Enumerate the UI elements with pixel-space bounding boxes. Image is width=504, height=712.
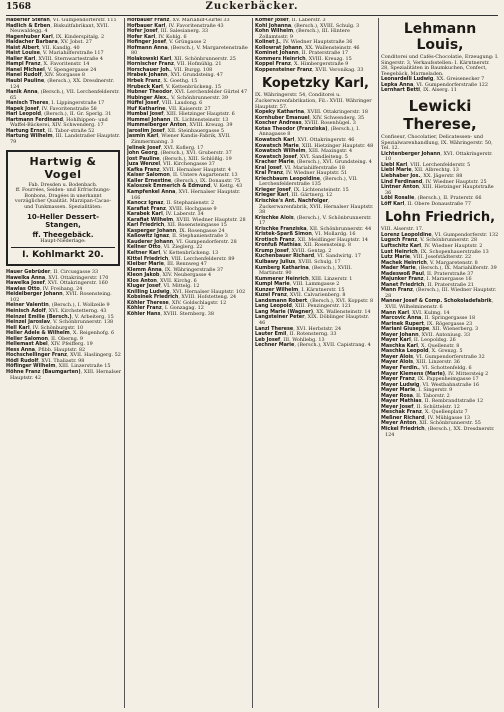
ad-line: ff. Fourrées, Seiden- und Erfrischungs-Bonbons, Dragées in unerkannt vorzüglicher Qualität. Marzipan-Cacao- und Tunkmassen. Spezialitäten: (14, 188, 112, 210)
directory-entry: Hochschellinger Franz, XVII. Haslingerg. 52 (6, 352, 121, 359)
directory-entry: Manet Friedrich, II. Praterstraße 21 (381, 281, 474, 288)
directory-entry: Manner Josef & Comp. Schokoladefabrik, XVII. Wilhelminenstr. 6 (381, 298, 494, 310)
directory-entry: Lorenz Leopoldine, VI. Gumpendorferstr. 132 (381, 231, 499, 238)
directory-entry: Krischke Alois, (Bersch.), V. Schönbrunnerstr. 17 (255, 214, 372, 227)
directory-entry: Hawlas Otto, IV. Freihang. 24 (6, 285, 83, 292)
featured-description: Conditorei und Cafés-Chocolatie, Erzeugung: I. Singerstr. 3, Verkaufsstellen: I. Kärntnerstr. 28, Spezialitäten in Baumkuchen, Confect, Teegebäck, Marmeladen. (381, 54, 499, 77)
ad-highlight: ff. Theegebäck. (32, 230, 94, 239)
directory-entry: Jelinek Josef, XVI. Koflerg. 17 (127, 144, 204, 151)
directory-entry: Kobsinek Friedrich, XVIII. Hofstetteng. 24 (127, 294, 237, 301)
directory-entry: Koppel Franz, X. Himbergerstraße 9 (255, 61, 349, 68)
directory-entry: Hanel Michael, V. Spengergasse 24 (6, 66, 97, 73)
directory-entry: Haidacher Barbara, XV. Jobst. 27 (6, 39, 92, 46)
directory-entry: Lust Heinrich, IX. Schopenhauerstraße 13 (381, 248, 489, 255)
directory-entry: Harl Leopold, (Bersch.), II. Gr. Sperlg. 31 (6, 111, 112, 118)
directory-entry: Jost Pauline, (Bersch.), XIII. Schlößlg. 19 (127, 155, 232, 162)
directory-entry: Kral Josef, VI. Mariahilferstraße 18 (255, 164, 345, 171)
directory-entry: Kafka Franz, XVII. Hernalser Hauptstr. 4 (127, 166, 231, 173)
directory-entry: Löbl Rosalie, (Bersch.), II. Praterstr. 66 (381, 195, 482, 202)
directory-entry: Kittel Friedrich, VIII. Lerchenfelderstr. 89 (127, 255, 235, 262)
directory-entry: Lernhart Betti, IX. Alserg. 11 (381, 87, 457, 94)
directory-entry: Karabek Karl, IV. Laberstr. 34 (127, 211, 204, 218)
directory-entry: Landsmann Robert, (Bersch.), XVI. Koppstr. 8 (255, 297, 374, 304)
directory-entry: Kaßowitz Ignaz, II. Stephanienstraße 3 (127, 233, 228, 240)
directory-entry: Lang Marie (Wagner), XX. Wallensteinstr. 14 (255, 308, 371, 315)
directory-entry: Kohn Wilhelm, (Bersch.), III. Hintere Zollamtsstr. 9 (255, 28, 350, 40)
directory-entry: Köhler Franz, I. Gonzagag. 12 (127, 305, 204, 312)
entry-list (381, 152, 499, 207)
directory-entry: Kuchenbauer Richard, VI. Sandwirtg. 17 (255, 253, 361, 260)
directory-entry: Kronfuß Mathias, XII. Rosensteing. 8 (255, 242, 351, 249)
directory-entry: Kunzer Wilhelm, I. Kärntnerstr. 15 (255, 286, 345, 293)
directory-entry: Hüffel Josef, VIII. Laudong. 6 (127, 100, 203, 107)
directory-entry: Hummel Johann, IX. Lichtensteinstr. 13 (127, 116, 229, 123)
directory-entry: Krieger Josef, IX. Lichtensteinstr. 15 (255, 186, 349, 193)
directory-entry: Mayer Alois, VI. Gumpendorferstraße 32 (381, 353, 485, 360)
directory-entry: Hofmann Anna, (Bersch.), V. Margaretenstraße 80 (127, 44, 248, 57)
featured-name: Lehmann Louis, (403, 21, 477, 53)
header-rule (6, 15, 498, 16)
column-4 (381, 18, 499, 710)
directory-entry: Hartmann Ferdinand, Hohlhippen- und Waffel-Bäckerei, XIV. Schwenderg. 17 (6, 116, 108, 129)
directory-entry: Hrabek Johann, XVI. Grundsteing. 47 (127, 72, 223, 79)
entry-list (6, 18, 122, 146)
entry-list (381, 233, 499, 438)
directory-entry: Machek Heinrich, V. Margaretenstr. 8 (381, 259, 478, 266)
directory-entry: Hawelka Josef, XVI. Ottakringerstr. 160 (6, 280, 108, 287)
directory-entry: Kowatsch Marie, XIII. Hietzinger Hauptstr. 48 (255, 142, 374, 149)
directory-entry: Hornischer Franz, VII. Hofmühlg. 21 (127, 61, 222, 68)
directory-entry: Jasmin Karl, Wiener Kandis-Fabrik, XVII. Zimmermanng. 3 (127, 133, 231, 146)
directory-entry: Hapek Josef, IV. Favoritenstraße 58 (6, 105, 97, 112)
directory-entry: Meyer Anton, XII. Schönbrunnerstr. 55 (381, 420, 481, 427)
entry-list (127, 18, 250, 318)
directory-entry: Heidelberger Johann, XVII. Rosensteing. 102 (6, 291, 112, 303)
directory-entry: Kotas Theodor (Franziska), (Bersch.), I. Annagasse 8 (255, 125, 360, 138)
directory-entry: Liebhaber Jos., XX. Jägerstr. 88 (381, 172, 463, 179)
directory-entry: Höflinger Wilhelm, XIII. Linzerstraße 15 (6, 363, 111, 370)
directory-entry: Karafiat Wilhelm, XVIII. Wiedner Hauptstr. 28 (127, 216, 246, 223)
advertisement-box (6, 150, 120, 267)
directory-entry: Kleiber Marie, III. Rennweg 47 (127, 261, 207, 268)
directory-entry: Krischke's Ant. Nachfolger, Zuckerwarenfabrik, XVII. Hernalser Hauptstr. 38 (255, 198, 374, 216)
directory-entry: Hell Karl, IV. Schönburgstr. 10 (6, 324, 84, 331)
column-divider (252, 18, 253, 708)
directory-entry: Kleon Jakob, XIV. Neubergasse 4 (127, 272, 212, 279)
directory-entry: Mayer Franz, IX. Pappenheimgasse 17 (381, 376, 479, 383)
column-2 (127, 18, 250, 710)
directory-entry: Heller Adele & Wilhelm, X. Reigenhofg. 6 (6, 330, 115, 337)
directory-entry: Kracher Marie, (Bersch.), XVI. Grundsteing. 4 (255, 159, 372, 166)
directory-entry: Kommers Heinrich, XVIII. Kreuzg. 15 (255, 55, 352, 62)
directory-entry: Krischke Franziska, XII. Schönbrunnerstr. 44 (255, 225, 372, 232)
featured-name: Kopetzky Karl, (262, 76, 369, 92)
directory-entry: Mayer Karl, II. Leopoldsg. 26 (381, 337, 456, 344)
directory-entry: Liebl Marie, XII. Albrechtg. 13 (381, 167, 459, 174)
directory-entry: Lintner Anton, XIII. Hietzinger Hauptstraße 36 (381, 184, 494, 196)
directory-entry: Holakowski Karl, XII. Schönbrunnerstr. 25 (127, 55, 236, 62)
featured-description: Confiseur, Chocolatier, Delicatessen- und Spezialwarenhandlung, IX. Währingerstr. 50, Tel. 12. (381, 134, 493, 152)
directory-entry: Kowatsch Wilhelm, XIII. Maxingstr. 4 (255, 148, 353, 155)
directory-entry: Kriechbaum Leopoldine, (Bersch.), VII. Lerchenfelderstraße 135 (255, 175, 358, 188)
directory-entry: Mayer Rosa, II. Taborstr. 2 (381, 392, 450, 399)
directory-entry: Haist Albert, VII. Kandlg. 40 (6, 44, 80, 51)
directory-entry: Karl Friedrich, XII. Rosensteingasse 15 (127, 222, 227, 229)
directory-entry: Hubinger Alex., V. Schönbrunnerstr. 39 (127, 94, 228, 101)
directory-entry: Klos Anton, XVII. Kirchg. 6 (127, 277, 197, 284)
ad-company-name: Hartwig & Vogel (29, 154, 97, 181)
directory-entry: Knilling Ludwig, XVI. Hernalser Hauptstr. 102 (127, 288, 246, 295)
directory-entry: Luftschitz Karl, IV. Wiedner Hauptstr. 2 (381, 242, 483, 249)
directory-entry: Heiner Valentin, (Bersch.), I. Wollzeile 9 (6, 302, 110, 309)
featured-description: VIII. Alserstr. 17. (381, 226, 424, 233)
directory-entry: Hawelka Anna, XVI. Ottakringerstr. 170 (6, 274, 109, 281)
directory-entry: Majunker Franz, I. Marxergasse 16 (381, 276, 472, 283)
directory-entry: Mayer Klemens (Marie), IV. Mittersteig 2 (381, 370, 489, 377)
page-number: 1568 (6, 2, 32, 12)
entry-list (381, 77, 499, 94)
directory-entry: Kampfenkel Anna, XVI. Hernalser Hauptstr. 166 (127, 188, 241, 201)
column-divider (378, 18, 379, 708)
directory-entry: Kollowrat Johann, XX. Wallensteinstr. 46 (255, 44, 360, 51)
directory-entry: Kasperger Johann, IX. Rosengasse 24 (127, 227, 225, 234)
directory-entry: Hanik Anna, (Bersch.), VII. Lerchenfelderstr. 65 (6, 89, 120, 101)
directory-entry: Meschak Franz, X. Quellenplatz 7 (381, 409, 468, 416)
entry-list (6, 270, 122, 381)
directory-entry: Haist Louise, V. Mariahilferstraße 117 (6, 50, 104, 57)
column-divider (124, 18, 125, 708)
directory-entry: Meyer Josef, II. Schüttelstr. 12 (381, 403, 460, 410)
directory-entry: Mayer Marie, I. Singerstr. 9 (381, 387, 453, 394)
directory-entry: Lauter Emil, II. Rotensterng. 33 (255, 331, 337, 338)
directory-entry: Hanel Rudolf, XIV. Storgasse 8 (6, 72, 86, 79)
directory-entry: Kaiser Salomon, II. Untere Augartenstr. 13 (127, 172, 238, 179)
directory-entry: Klemm Anna, IX. Währingerstraße 37 (127, 266, 224, 273)
directory-entry: Kohl Johanna, (Bersch.), XVIII. Schulg. 3 (255, 22, 360, 29)
directory-entry: Heinzel Emilie (Bersch.), V. Arbeiterg. 15 (6, 313, 114, 320)
directory-entry: Krotisch Franz, XII. Meidlinger Hauptstr. 14 (255, 236, 369, 243)
directory-entry: Langsteiner Peter, XIX. Döblinger Hauptstr. 46 (255, 314, 370, 327)
directory-entry: Kuzel Franz, XVII. Calvarienberg. 8 (255, 292, 346, 299)
directory-entry: Lichtenberger Johann, XVI. Ottakringerstr. 10 (381, 150, 493, 163)
ad-line: Fab. Dresden u. Bodenbach. (28, 182, 98, 188)
entry-list (255, 18, 376, 73)
ad-highlight: 10-Heller Dessert-Stangen, (26, 212, 100, 229)
directory-entry: Lind Ferdinand, IV. Wiedner Hauptstr. 25 (381, 178, 487, 185)
page-title: Zuckerbäcker. (205, 1, 299, 12)
directory-entry: Haubl Pauline, (Bersch.), XX. Dresdnerstr. 124 (6, 78, 115, 90)
directory-entry: Mayer Johann, XVII. Antoniusg. 33 (381, 331, 471, 338)
directory-entry: Hubner Theodor, XVI. Lerchenfelder Gürtel 47 (127, 89, 248, 96)
directory-entry: Hagenhuber Karl, IX. Kinderspitalg. 2 (6, 33, 105, 40)
directory-entry: Hampl Franz, X. Favoritenstr. 14 (6, 61, 90, 68)
directory-entry: Lang Leopold, XIII. Penzingerstr. 121 (255, 303, 351, 310)
directory-entry: Kanocz Ignaz, II. Stephanienstr. 2 (127, 200, 215, 207)
directory-entry: Mader Marie, (Bersch.), IX. Mariahilferstr. 39 (381, 265, 497, 272)
directory-entry: Maschka Leopold, X. Grenzg. 5 (381, 348, 463, 355)
directory-entry: Hofer Karl, IV. Kohlg. 6 (127, 33, 187, 40)
ad-line: Haupt-Niederlage: (40, 238, 86, 244)
directory-entry: Kornhuber Emanuel, XIV. Schwenderg. 35 (255, 114, 365, 121)
directory-entry: Keltner Karl, V. Kettenbrückeng. 13 (127, 249, 219, 256)
directory-entry: Kolinet J., IV. Wiedner Hauptstraße 36 (255, 39, 353, 46)
featured-name: Lewicki Therese, (403, 97, 477, 134)
directory-entry: Heinzel Jaroslav, V. Schönbrunnerstr. 138 (6, 319, 114, 326)
ad-address: I. Kohlmarkt 20. (11, 247, 115, 260)
directory-entry: Hofinger Josef, V. Grüngasse 2 (127, 39, 207, 46)
directory-entry: Heller Salomon, II. Oberng. 9 (6, 335, 83, 342)
directory-entry: Humbal Josef, XIII. Hietzinger Hauptstr. 6 (127, 111, 235, 118)
directory-entry: Mariani Giuseppe, XII. Wienerberg. 3 (381, 326, 479, 333)
directory-entry: Haller Karl, XVIII. Sternwartestraße 4 (6, 55, 103, 62)
directory-entry: Mayer Alois, XIII. Linzerstr. 36 (381, 359, 460, 366)
entry-list (255, 110, 376, 349)
directory-entry: Hummelberger Anton, XVIII. Kreuzg. 39 (127, 122, 233, 129)
directory-entry: Höhne Franz (Baumgarten), XIII. Hernalser Hauptstr. 42 (6, 368, 122, 381)
directory-entry: Horschauer Joh., VII. Burgg. 108 (127, 66, 213, 73)
directory-entry: Lugsch Franz, V. Schönbrunnerstr. 28 (381, 237, 478, 244)
directory-entry: Leb Josef, III. Wohllebg. 13 (255, 336, 325, 343)
directory-entry: Kowatsch Karl, XVI. Ottakringerstr. 46 (255, 136, 355, 143)
directory-entry: Hess Anna, Pfibb. Hauptstr. 82 (6, 346, 86, 353)
column-3 (255, 18, 376, 710)
featured-description: IX. Währingerstr. 54, Conditorei u. Zuckerwarenfabrikation, Fil.: XVIII. Währinger Hauptstr. 57. (255, 92, 372, 110)
directory-entry: Hellemast Abel, XIV. Pfeifferg. 19 (6, 341, 93, 348)
directory-entry: Marinek Rupert, IX. Rögergasse 23 (381, 320, 473, 327)
directory-entry: Mayer Ludwig, VI. Westbahnstraße 16 (381, 381, 480, 388)
directory-entry: Meßner Richard, IV. Mühlgasse 13 (381, 414, 471, 421)
directory-entry: John Georg, (Bersch.), XVI. Gruberstr. 37 (127, 150, 232, 157)
directory-entry: Hadlich & Erben, Biskuitfabrikant, XVII. Neuwaldegg. 4 (6, 22, 110, 35)
directory-entry: Hartung Wilhelm, III. Landstraßer Hauptstr. 79 (6, 133, 121, 146)
directory-entry: Kumberg Katharina, (Bersch.), XVIII. Martinstr. 90 (255, 264, 352, 277)
directory-entry: Kral Franz, IV. Wiedner Hauptstr. 51 (255, 170, 348, 177)
directory-entry: Köhler Therese, XIV. Goldschlagstr. 12 (127, 299, 227, 306)
directory-entry: Mann Karl, XVI. Kulmg. 14 (381, 309, 450, 316)
directory-entry: Löff Karl, II. Obere Donaustraße 77 (381, 200, 471, 207)
directory-entry: Huf Katharine, VII. Kaiserstr. 27 (127, 105, 211, 112)
directory-entry: Hrubeck Karl, V. Kettenbrückeng. 15 (127, 83, 221, 90)
directory-entry: Lutz Marie, VIII. Josefstädterstr. 22 (381, 254, 472, 261)
directory-entry: Madeswoß Paul, II. Praterstraße 37 (381, 270, 474, 277)
directory-entry: Hrbek Franz, X. Goethg. 15 (127, 78, 198, 85)
directory-entry: Kumpl Marie, VIII. Lammgasse 2 (255, 281, 340, 288)
directory-entry: Juza Wenzel, VII. Kirchengasse 37 (127, 161, 215, 168)
directory-entry: Hanisch Theres, I. Lippingerstraße 17 (6, 100, 105, 107)
directory-entry: Lechner Marie, (Bersch.), XVII. Capistrang. 4 (255, 342, 371, 349)
directory-entry: Hofbauer Franz, XV. Mariahilf-Gürtel 33 (127, 18, 230, 23)
directory-entry: Kluger Josef, VI. Mittelg. 12 (127, 283, 200, 290)
directory-entry: Hofbauer Karl, IV. Favoritenstraße 43 (127, 22, 224, 29)
directory-entry: Kaloszek Emmerich & Edmund, V. Kettg. 43 (127, 183, 243, 190)
directory-entry: Lanzl Therese, XVI. Herbststr. 24 (255, 325, 342, 332)
directory-entry: Krieger Karl, III. Gärtnerg. 12 (255, 192, 333, 199)
directory-entry: Mickel Friedrich, (Bersch.), XX. Dresdnerstr. 124 (381, 426, 495, 438)
directory-entry: Kominet Johann, II. Praterstraße 17 (255, 50, 349, 57)
directory-entry: Heinisch Adolf, XVI. Kirchstetterng. 43 (6, 307, 107, 314)
directory-entry: Hartung Ernst, II. Tabor-straße 52 (6, 127, 95, 134)
directory-entry: Mayer Mathias, II. Rembrandtstraße 12 (381, 398, 484, 405)
directory-entry: Kulbawy Julius, XVIII. Schulg. 17 (255, 259, 341, 266)
directory-entry: Jaroslim Josef, XII. Steinbauergasse 5 (127, 127, 225, 134)
directory-entry: Kristek-Sparß Simon, VI. Mollardg. 16 (255, 231, 356, 238)
directory-entry: Karafiat Franz, XVIII. Hochgasse 9 (127, 205, 217, 212)
directory-entry: Kauderer Johann, VI. Gumpendorferstr. 28 (127, 238, 237, 245)
column-1 (6, 18, 122, 710)
directory-entry: Koscher Andreas, XVIII. Rosenhügel. 3 (255, 120, 356, 127)
directory-entry: Hofer Josef, III. Salesianerg. 33 (127, 28, 209, 35)
directory-entry: Köffler Josef, II. Laberstr. 3 (255, 18, 326, 23)
directory-entry: Köhler Hans, XVIII. Sternberg. 38 (127, 310, 215, 317)
directory-entry: Hauer Gebrüder, II. Circusgasse 33 (6, 269, 99, 276)
directory-entry: Kummerer Heinrich, XIII. Linzerstr. 1 (255, 275, 353, 282)
directory-entry: Lepka Anna, VI. Gumpendorferstraße 122 (381, 81, 489, 88)
directory-entry: Maschka Karl, X. Quellenstr. 8 (381, 342, 460, 349)
directory-entry: Krump Josef, XVIII. Gentzg. 2 (255, 247, 332, 254)
directory-entry: Kopeky Katharina, XVIII. Ottakringerstr. 18 (255, 109, 368, 116)
featured-name: Lohn Friedrich, (384, 210, 496, 226)
directory-entry: Hödl Rudolf, XVI. Thaliastr. 98 (6, 357, 85, 364)
directory-entry: Mayer Ferdin., VI. Schottenfeldg. 6 (381, 364, 472, 371)
directory-entry: Kowatsch Josef, XVI. Sandleiteng. 5 (255, 153, 348, 160)
directory-entry: Marcovic Anna, II. Springergasse 18 (381, 315, 476, 322)
directory-entry: Mann Franz, (Bersch.), III. Wiedner Hauptstr. 28 (381, 287, 497, 299)
directory-entry: Haberler Stefan, VI. Gumpendorferstr. 111 (6, 18, 117, 23)
directory-entry: Liebl Karl, VIII. Lerchenfelderstr. 5 (381, 161, 471, 168)
directory-entry: Kaller Ernestine, (Bersch.), IX. Donaustr. 75 (127, 177, 241, 184)
directory-entry: Koppensteiner Franz, XVII. Veronikag. 33 (255, 66, 364, 73)
directory-entry: Leonardelli Ludwig, XX. Greisenecker 7 (381, 76, 485, 83)
directory-entry: Kellner Otto, VI. Zieglerg. 22 (127, 244, 203, 251)
